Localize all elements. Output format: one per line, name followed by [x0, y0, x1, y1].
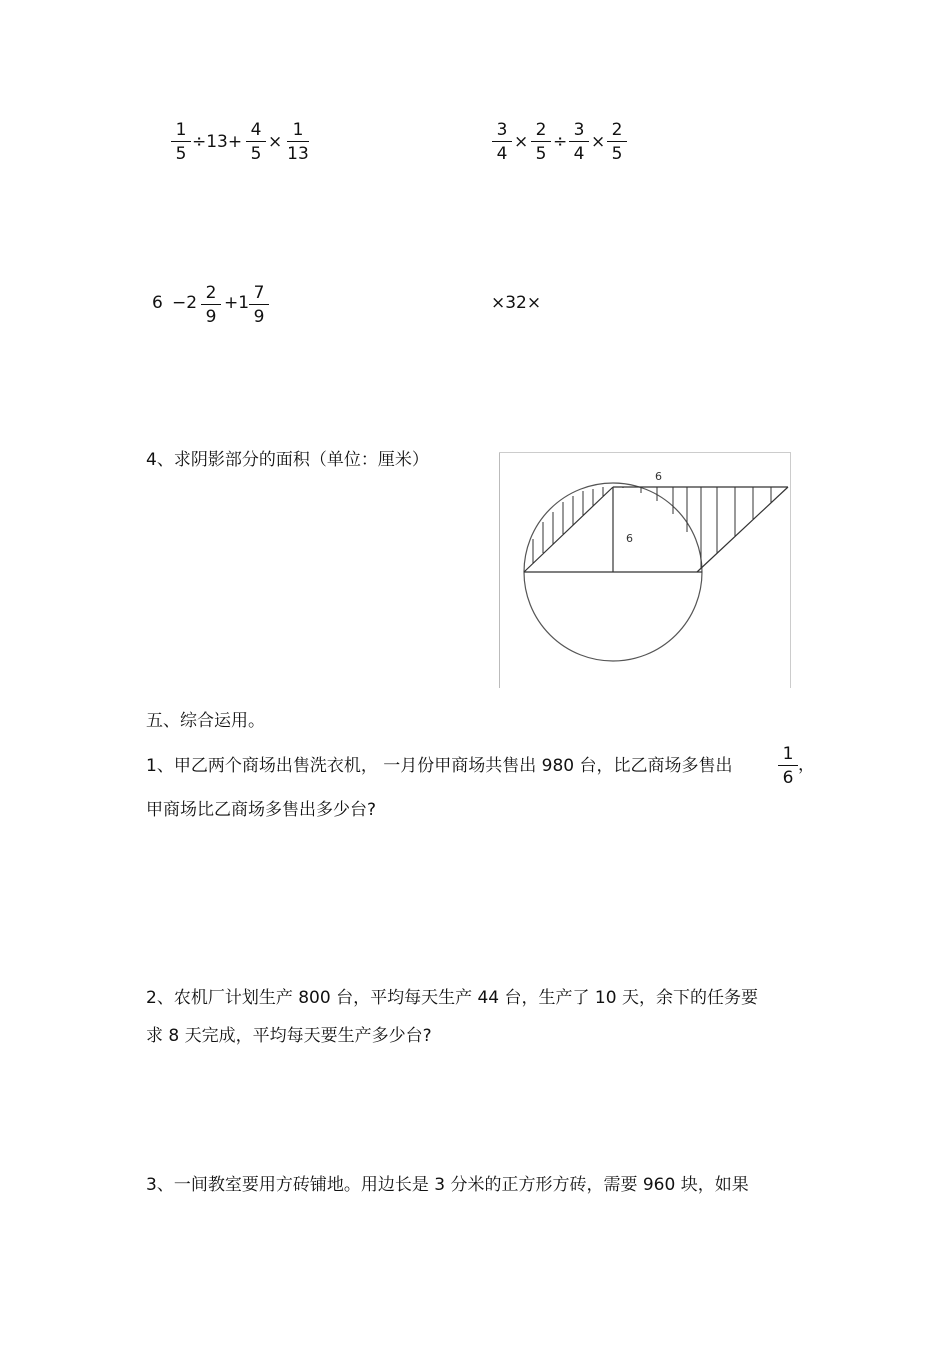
denominator: 13 [287, 144, 309, 164]
operator: × [514, 132, 529, 152]
problem-2-line-1: 2、农机厂计划生产 800 台，平均每天生产 44 台，生产了 10 天，余下的任务要 [146, 988, 758, 1008]
fraction [604, 121, 630, 163]
top-dimension-label: 6 [655, 470, 662, 483]
problem-1-line-1: 1、甲乙两个商场出售洗衣机， 一月份甲商场共售出 980 台，比乙商场多售出 [146, 756, 733, 776]
fraction [246, 284, 272, 326]
denominator: 5 [250, 144, 262, 164]
fraction [284, 121, 312, 163]
denominator: 5 [535, 144, 547, 164]
denominator: 9 [253, 307, 265, 327]
operator: × [268, 132, 283, 152]
fraction [198, 284, 224, 326]
fraction [489, 121, 515, 163]
numerator: 3 [573, 120, 585, 140]
fraction [566, 121, 592, 163]
denominator: 5 [611, 144, 623, 164]
section-5-heading: 五、综合运用。 [146, 711, 265, 731]
fraction [243, 121, 269, 163]
operator: +1 [224, 293, 250, 313]
numerator: 1 [175, 120, 187, 140]
operator: ÷ [553, 132, 568, 152]
shaded-area-geometry-figure-icon [499, 452, 791, 688]
denominator: 5 [175, 144, 187, 164]
operator: −2 [172, 293, 198, 313]
question-4-label: 4、求阴影部分的面积（单位：厘米） [146, 450, 429, 470]
numerator: 2 [611, 120, 623, 140]
lead-number: 6 [152, 293, 163, 313]
shaded-area-figure [499, 452, 791, 688]
denominator: 4 [496, 144, 508, 164]
height-dimension-label: 6 [626, 532, 633, 545]
numerator: 4 [250, 120, 262, 140]
numerator: 1 [782, 744, 794, 764]
problem-1-line-2: 甲商场比乙商场多售出多少台? [146, 800, 377, 820]
expression-4: ×32× [491, 293, 542, 313]
denominator: 9 [205, 307, 217, 327]
numerator: 7 [253, 283, 265, 303]
problem-2-line-2: 求 8 天完成，平均每天要生产多少台? [146, 1026, 432, 1046]
numerator: 3 [496, 120, 508, 140]
numerator: 2 [535, 120, 547, 140]
denominator: 4 [573, 144, 585, 164]
operator: × [591, 132, 606, 152]
comma: ， [798, 755, 815, 775]
numerator: 2 [205, 283, 217, 303]
numerator: 1 [292, 120, 304, 140]
denominator: 6 [782, 768, 794, 788]
fraction [528, 121, 554, 163]
fraction [168, 121, 194, 163]
problem-3-line-1: 3、一间教室要用方砖铺地。用边长是 3 分米的正方形方砖，需要 960 块，如果 [146, 1175, 749, 1195]
operator: ÷13+ [192, 132, 243, 152]
